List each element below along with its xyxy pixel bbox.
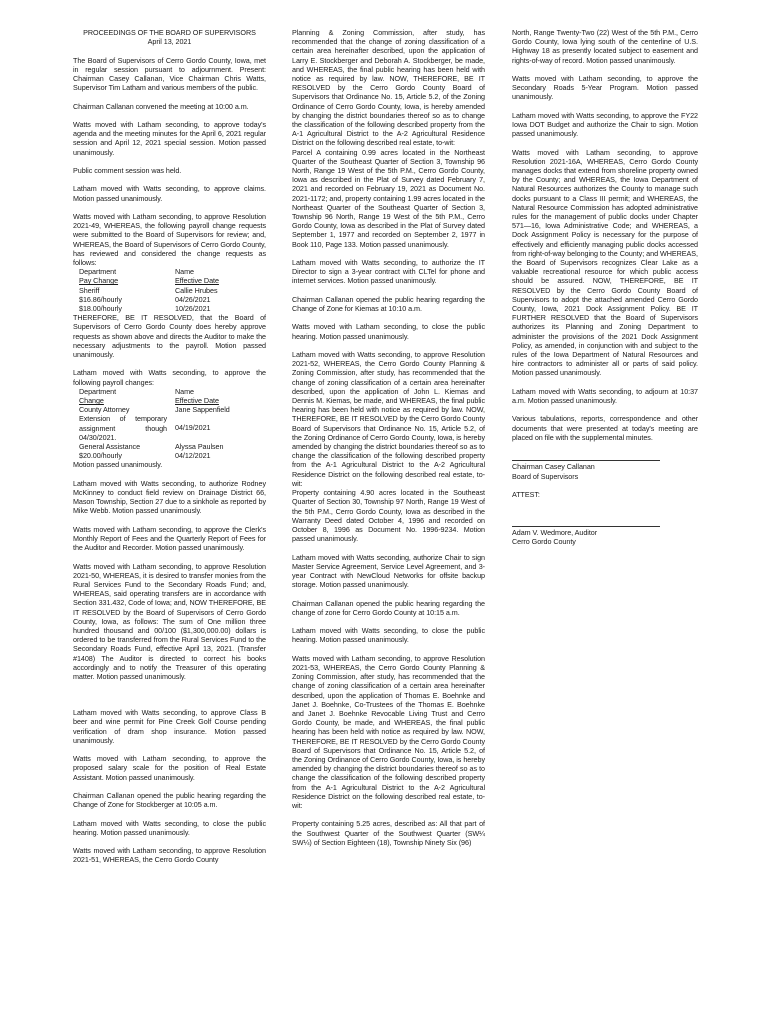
paragraph: Watts moved with Latham seconding, to approve Resolution 2021-50, WHEREAS, it is desired to transfer monies from the Rural Services Fund to the Secondary Roads Fund; and, WHEREAS, said operating transfers are in accordance with Section 331.432, Code of Iowa; and, NOW THEREFORE, BE IT RESOLVED by the Board of Supervisors of Cerro Gordo County, Iowa, as follows: The sum of One million three hundred thousand and 00/100 ($1,300,000.00) dollars is ordered to be transferred from the Rural Services Fund to the Secondary Roads Fund, effective April 13, 2021. (Transfer #1408) The Auditor is directed to correct his books accordingly and to notify the Treasurer of this operating matter. Motion passed unanimously.: [73, 561, 266, 682]
signer-title: Board of Supervisors: [512, 471, 579, 481]
document-title: PROCEEDINGS OF THE BOARD OF SUPERVISORS: [83, 28, 256, 37]
table-cell: $20.00/hourly: [79, 451, 122, 461]
document-date: April 13, 2021: [147, 37, 192, 47]
paragraph: Latham moved with Watts seconding, to close the public hearing. Motion passed unanimously.: [292, 626, 485, 645]
table-header: Effective Date: [175, 396, 219, 406]
paragraph: Latham moved with Watts seconding, authorize Chair to sign Master Service Agreement, Service Level Agreement, and 3-year Contract with NewCloud Networks for offsite backup storage. Motion passed unanimously.: [292, 552, 485, 590]
paragraph: Latham moved with Watts seconding, to adjourn at 10:37 a.m. Motion passed unanimously.: [512, 386, 698, 406]
signer-title: Cerro Gordo County: [512, 537, 576, 547]
paragraph: THEREFORE, BE IT RESOLVED, that the Board of Supervisors of Cerro Gordo County does hereby approve requests as shown above and directs the Auditor to make the necessary adjustments to the payroll. Motion passed unanimously.: [73, 313, 266, 360]
table-cell: $18.00/hourly: [79, 304, 122, 313]
table-cell: Name: [175, 386, 194, 396]
paragraph: Latham moved with Watts seconding, to approve the following payroll changes:: [73, 368, 266, 387]
attest-label: ATTEST:: [512, 490, 540, 500]
table-cell: 04/19/2021: [175, 423, 211, 433]
paragraph: Watts moved with Latham seconding, to approve Resolution 2021-51, WHEREAS, the Cerro Gordo County: [73, 846, 266, 865]
signature-line: [512, 526, 660, 527]
paragraph: Watts moved with Latham seconding, to approve Resolution 2021-53, WHEREAS, the Cerro Gordo County Planning & Zoning Commission, after study, has recommended that the change of zoning classification of a certain area hereinafter described, upon the application of Thomas E. Boehnke and Janet J. Boehnke, Co-Trustees of the Thomas E. Boehnke and Janet J. Boehnke Revocable Living Trust and Cerro Gordo County, be made, and WHEREAS, the final public hearing has been held with notice as required by law. NOW, THEREFORE, BE IT RESOLVED by the Cerro Gordo County Board of Supervisors that Ordinance No. 15, Article 5.2, of the Zoning Ordinance of Cerro Gordo County, Iowa, is hereby amended by changing the district boundaries thereof so as to change the classification of the following described property from the A-1 Agricultural District to the A-2 Agricultural Residence District on the following described real estate, to-wit:: [292, 653, 485, 810]
paragraph: Chairman Callanan opened the public hearing regarding the Change of Zone for Stockberger at 10:05 a.m.: [73, 791, 266, 810]
table-cell: Department: [79, 267, 117, 277]
signer-name: Chairman Casey Callanan: [512, 462, 595, 472]
paragraph: Watts moved with Latham seconding, to approve the Secondary Roads 5-Year Program. Motion passed unanimously.: [512, 74, 698, 102]
table-header: Pay Change: [79, 276, 119, 286]
table-cell: Extension of temporary assignment though 04/30/2021.: [79, 414, 167, 442]
paragraph: Latham moved with Watts seconding, to close the public hearing. Motion passed unanimously.: [73, 818, 266, 837]
paragraph: Latham moved with Watts seconding, to approve Class B beer and wine permit for Pine Creek Golf Course pending verification of dram shop insurance. Motion passed unanimously.: [73, 708, 266, 745]
table-cell: 10/26/2021: [175, 304, 211, 313]
paragraph: Watts moved with Latham seconding, to approve today's agenda and the meeting minutes for the April 6, 2021 regular session and April 12, 2021 special session. Motion passed unanimously.: [73, 119, 266, 157]
paragraph: Various tabulations, reports, correspondence and other documents that were presented at today's meeting are placed on file with the supplemental minutes.: [512, 414, 698, 442]
table-cell: Sheriff: [79, 285, 100, 295]
paragraph: Watts moved with Latham seconding, to close the public hearing. Motion passed unanimously.: [292, 322, 485, 341]
paragraph: Latham moved with Watts seconding, to authorize the IT Director to sign a 3-year contract with CLTel for phone and internet services. Motion passed unanimously.: [292, 258, 485, 286]
table-cell: Name: [175, 267, 194, 277]
paragraph: The Board of Supervisors of Cerro Gordo County, Iowa, met in regular session pursuant to adjournment. Present: Chairman Casey Callanan, Vice Chairman Chris Watts, Supervisor Tim Latham and various members of the public.: [73, 55, 266, 93]
paragraph: Latham moved with Watts seconding, to approve the FY22 Iowa DOT Budget and authorize the Chair to sign. Motion passed unanimously.: [512, 110, 698, 139]
paragraph: Chairman Callanan opened the public hearing regarding the Change of Zone for Kiemas at 10:10 a.m.: [292, 294, 485, 314]
table-cell: Department: [79, 386, 117, 396]
paragraph: Watts moved with Latham seconding, to approve Resolution 2021-16A, WHEREAS, Cerro Gordo County manages docks that extend from shoreline property owned by the County; and WHEREAS, the Iowa Department of Natural Resources authorizes the County to manage such docks pursuant to a Class III permit; and WHEREAS, the Natural Resource Commission has adopted administrative rules for the management of public docks under Chapter 571—16, Iowa Administrative Code; and WHEREAS, a Dock Assignment Policy is necessary for the purpose of effectively and efficiently managing public docks accessed from right-of-way belonging to the County; and WHEREAS, the Board of Supervisors recognizes Clear Lake as a valuable recreational resource for which public access should be assured. NOW, THEREFORE, BE IT RESOLVED by the Cerro Gordo County Board of Supervisors to adopt the attached amended Cerro Gordo County, Iowa, 2021 Dock Assignment Policy. BE IT FURTHER RESOLVED that the Board of Supervisors authorizes its Planning and Zoning Department to administer the provisions of the 2021 Dock Assignment Policy, as amended, in conjunction with and subject to the rules of the Iowa Department of Natural Resources and hire contractors to administer all or parts of said policy. Motion passed unanimously.: [512, 147, 698, 378]
paragraph: Latham moved with Watts seconding, to approve Resolution 2021-52, WHEREAS, the Cerro Gordo County Planning & Zoning Commission, after study, has recommended that the change of zoning classification of a certain area hereinafter described, upon the application of John L. Kiemas and Dennis M. Kiemas, be made, and WHEREAS, the final public hearing has been held with notice as required by law. NOW, THEREFORE, BE IT RESOLVED by the Cerro Gordo County Board of Supervisors that Ordinance No. 15, Article 5.2, of the Zoning Ordinance of Cerro Gordo County, Iowa, is hereby amended by changing the district boundaries thereof so as to change the classification of the following described property from the A-1 Agricultural District to the A-2 Agricultural Residence District on the following described real estate, to-wit:: [292, 350, 485, 488]
paragraph: Property containing 4.90 acres located in the Southeast Quarter of Section 30, Township 97 North, Range 19 West of the 5th P.M., Cerro Gordo County, Iowa as described in the Warranty Deed dated October 4, 1996 and recorded on October 8, 1996 as Document No. 1996-9234. Motion passed unanimously.: [292, 488, 485, 544]
paragraph: Property containing 5.25 acres, described as: All that part of the Southwest Quarter of the Southwest Quarter (SW¼ SW¼) of Section Eighteen (18), Township Ninety Six (96): [292, 819, 485, 847]
table-cell: Callie Hrubes: [175, 285, 218, 295]
spacer: [512, 451, 698, 460]
table-cell: 04/12/2021: [175, 451, 211, 461]
table-cell: Alyssa Paulsen: [175, 442, 224, 452]
table-header: Change: [79, 396, 104, 406]
paragraph: Public comment session was held.: [73, 165, 182, 175]
table-cell: $16.86/hourly: [79, 294, 122, 304]
paragraph: Chairman Callanan convened the meeting at 10:00 a.m.: [73, 101, 249, 111]
paragraph: Motion passed unanimously.: [73, 460, 163, 470]
paragraph: Latham moved with Watts seconding, to approve claims. Motion passed unanimously.: [73, 184, 266, 203]
table-cell: Jane Sappenfield: [175, 405, 230, 415]
signer-name: Adam V. Wedmore, Auditor: [512, 528, 598, 538]
paragraph: Watts moved with Latham seconding, to approve Resolution 2021-49, WHEREAS, the following payroll change requests were submitted to the Board of Supervisors for review; and, WHEREAS, the Board of Supervisors of Cerro Gordo County, has reviewed and considered the change requests as follows:: [73, 211, 266, 267]
signature-line: [512, 460, 660, 461]
column-3: [512, 28, 698, 556]
table-cell: General Assistance: [79, 442, 141, 452]
paragraph: Watts moved with Latham seconding, to approve the Clerk's Monthly Report of Fees and the Quarterly Report of Fees for the Auditor and Recorder. Motion passed unanimously.: [73, 524, 266, 553]
table-cell: 04/26/2021: [175, 294, 211, 304]
paragraph: Planning & Zoning Commission, after study, has recommended that the change of zoning classification of a certain area hereinafter described, upon the application of Larry E. Stockberger and Deborah A. Stockberger, be made, and WHEREAS, the final public hearing has been held with notice as required by law. NOW, THEREFORE, BE IT RESOLVED by the Cerro Gordo County Board of Supervisors that Ordinance No. 15, Article 5.2, of the Zoning Ordinance of Cerro Gordo County, Iowa, is hereby amended by changing the district boundaries thereof so as to change the classification of the following described property from the A-1 Agricultural District to the A-2 Agricultural Residence District on the following described real estate, to-wit:: [292, 28, 485, 148]
paragraph: Watts moved with Latham seconding, to approve the proposed salary scale for the position of Real Estate Assistant. Motion passed unanimously.: [73, 754, 266, 782]
paragraph: Latham moved with Watts seconding, to authorize Rodney McKinney to conduct field review on Drainage District 66, Mason Township, Section 27 due to a sinkhole as reported by Mike Webb. Motion passed unanimously.: [73, 478, 266, 516]
payroll-table-1: [79, 267, 266, 313]
column-1: [73, 28, 266, 874]
paragraph: Chairman Callanan opened the public hearing regarding the change of zone for Cerro Gordo County at 10:15 a.m.: [292, 598, 485, 617]
table-cell: County Attorney: [79, 405, 130, 415]
paragraph: Parcel A containing 0.99 acres located in the Northeast Quarter of the Southeast Quarter of Section 3, Township 96 North, Range 19 West of the 5th P.M., Cerro Gordo County, Iowa as described in the Plat of Survey dated February 7, 2021 and recorded on February 19, 2021 as Document No. 2021-1172; and, property containing 1.99 acres located in the Northeast Quarter of the Southeast Quarter of Section 3, Township 96 North, Range 19 West of the 5th P.M., Cerro Gordo County, Iowa as described in the Plat of Survey dated September 1, 1977 and recorded on September 2, 1977 in Book 110, Page 133. Motion passed unanimously.: [292, 147, 485, 249]
paragraph: North, Range Twenty-Two (22) West of the 5th P.M., Cerro Gordo County, Iowa lying south of the centerline of U.S. Highway 18 as presently located subject to easement and rights-of-way of record. Motion passed unanimously.: [512, 28, 698, 65]
column-2: [292, 28, 485, 856]
table-header: Effective Date: [175, 276, 219, 286]
payroll-table-2: [79, 387, 266, 461]
